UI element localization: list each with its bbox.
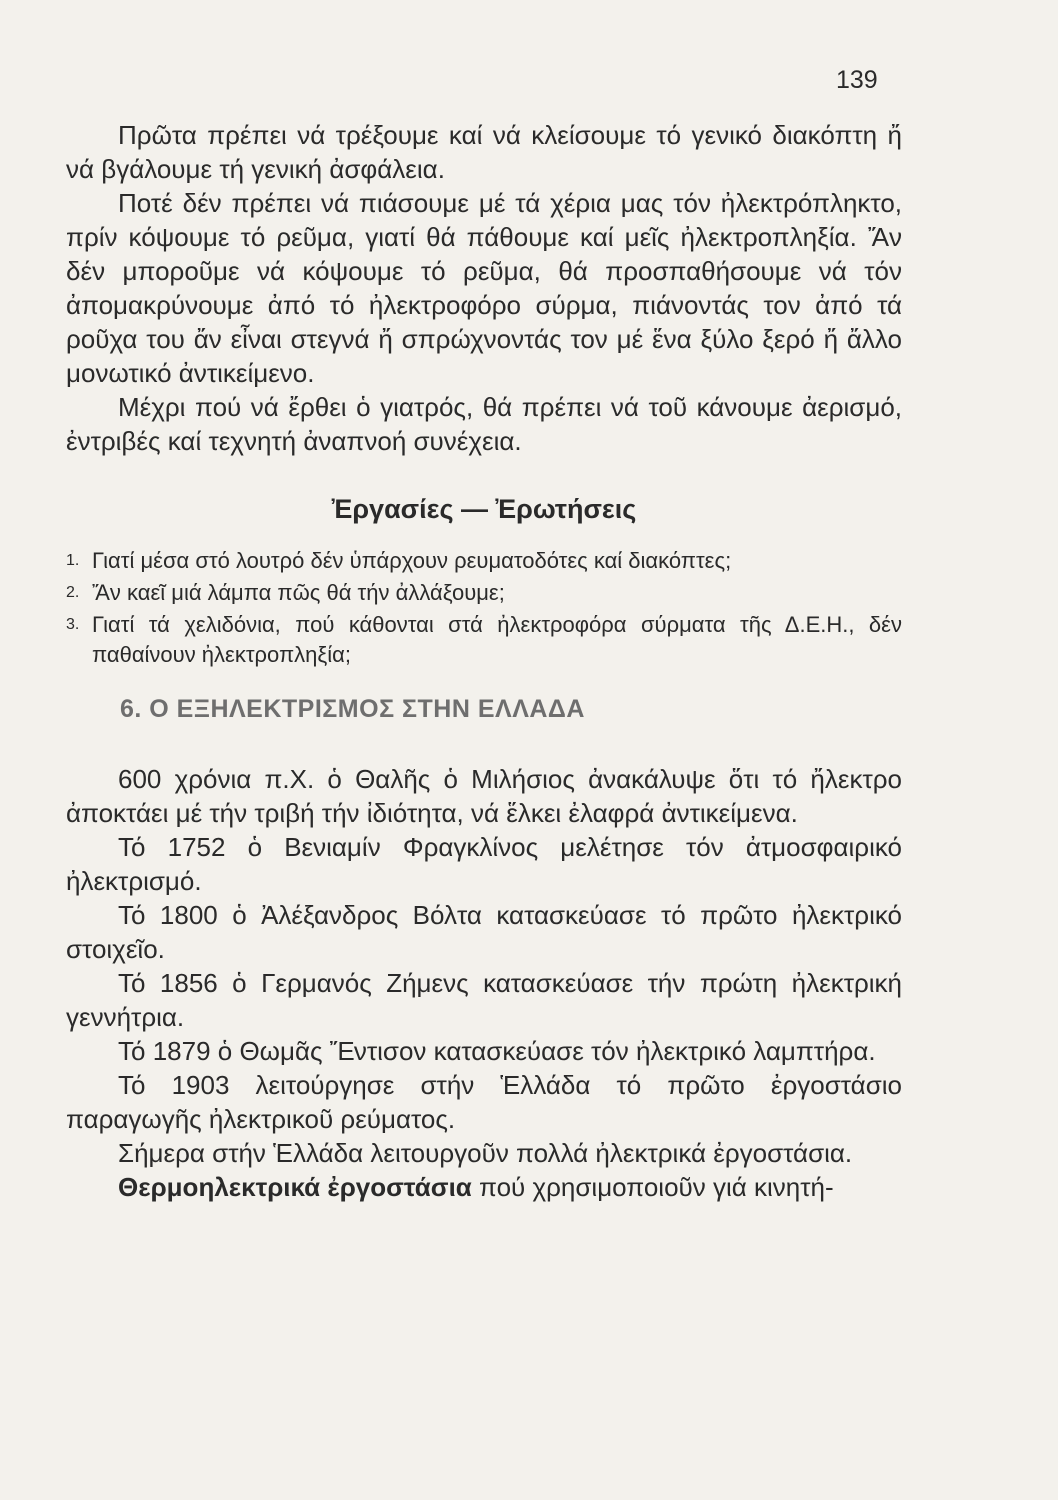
paragraph: Τό 1800 ὁ Ἀλέξανδρος Βόλτα κατασκεύασε τό πρῶτο ἠλεκτρικό στοιχεῖο. (66, 900, 902, 964)
question-item (66, 546, 902, 576)
paragraph: Τό 1879 ὁ Θωμᾶς Ἔντισον κατασκεύασε τόν ἠλεκτρικό λαμπτήρα. (118, 1036, 876, 1066)
paragraph-continuation: πού χρησιμοποιοῦν γιά κινητή- (471, 1172, 834, 1202)
section-heading: 6. Ο ΕΞΗΛΕΚΤΡΙΣΜΟΣ ΣΤΗΝ ΕΛΛΑΔΑ (120, 695, 585, 723)
question-item (66, 610, 902, 670)
bold-term: Θερμοηλεκτρικά ἐργοστάσια (118, 1172, 472, 1202)
question-text: Γιατί μέσα στό λουτρό δέν ὑπάρχουν ρευματοδότες καί διακόπτες; (92, 548, 732, 573)
questions-list (66, 546, 902, 670)
paragraph: Μέχρι πού νά ἔρθει ὁ γιατρός, θά πρέπει νά τοῦ κάνουμε ἀερισμό, ἐντριβές καί τεχνητή ἀναπνοή συνέχεια. (66, 392, 902, 456)
question-text: Ἄν καεῖ μιά λάμπα πῶς θά τήν ἀλλάξουμε; (92, 580, 505, 605)
paragraph (66, 1170, 902, 1204)
question-number: 1. (66, 552, 80, 569)
page-body (66, 118, 902, 1204)
question-text: Γιατί τά χελιδόνια, πού κάθονται στά ἠλεκτροφόρα σύρματα τῆς Δ.Ε.Η., δέν παθαίνουν ἠλεκτροπληξία; (92, 612, 902, 667)
paragraph: Πρῶτα πρέπει νά τρέξουμε καί νά κλείσουμε τό γενικό διακόπτη ἤ νά βγάλουμε τή γενική ἀσφάλεια. (66, 120, 902, 184)
paragraph: Τό 1752 ὁ Βενιαμίν Φραγκλίνος μελέτησε τόν ἀτμοσφαιρικό ἠλεκτρισμό. (66, 832, 902, 896)
paragraph: Τό 1903 λειτούργησε στήν Ἑλλάδα τό πρῶτο ἐργοστάσιο παραγωγῆς ἠλεκτρικοῦ ρεύματος. (66, 1070, 902, 1134)
paragraph: Ποτέ δέν πρέπει νά πιάσουμε μέ τά χέρια μας τόν ἠλεκτρόπληκτο, πρίν κόψουμε τό ρεῦμα, γιατί θά πάθουμε καί μεῖς ἠλεκτροπληξία. Ἄν δέν μποροῦμε νά κόψουμε τό ρεῦμα, θά προσπαθήσουμε νά τόν ἀπομακρύνουμε ἀπό τό ἠλεκτροφόρο σύρμα, πιάνοντάς τον ἀπό τά ροῦχα του ἄν εἶναι στεγνά ἤ σπρώχνοντάς τον μέ ἕνα ξύλο ξερό ἤ ἄλλο μονωτικό ἀντικείμενο. (66, 188, 902, 388)
page-number: 139 (836, 66, 878, 94)
paragraph: 600 χρόνια π.Χ. ὁ Θαλῆς ὁ Μιλήσιος ἀνακάλυψε ὅτι τό ἤλεκτρο ἀποκτάει μέ τήν τριβή τήν ἰδιότητα, νά ἕλκει ἐλαφρά ἀντικείμενα. (66, 764, 902, 828)
paragraph: Σήμερα στήν Ἑλλάδα λειτουργοῦν πολλά ἠλεκτρικά ἐργοστάσια. (118, 1138, 853, 1168)
question-number: 3. (66, 616, 80, 633)
paragraph: Τό 1856 ὁ Γερμανός Ζήμενς κατασκεύασε τήν πρώτη ἠλεκτρική γεννήτρια. (66, 968, 902, 1032)
exercises-heading: Ἐργασίες — Ἐρωτήσεις (331, 494, 637, 524)
question-number: 2. (66, 584, 80, 601)
question-item (66, 578, 902, 608)
